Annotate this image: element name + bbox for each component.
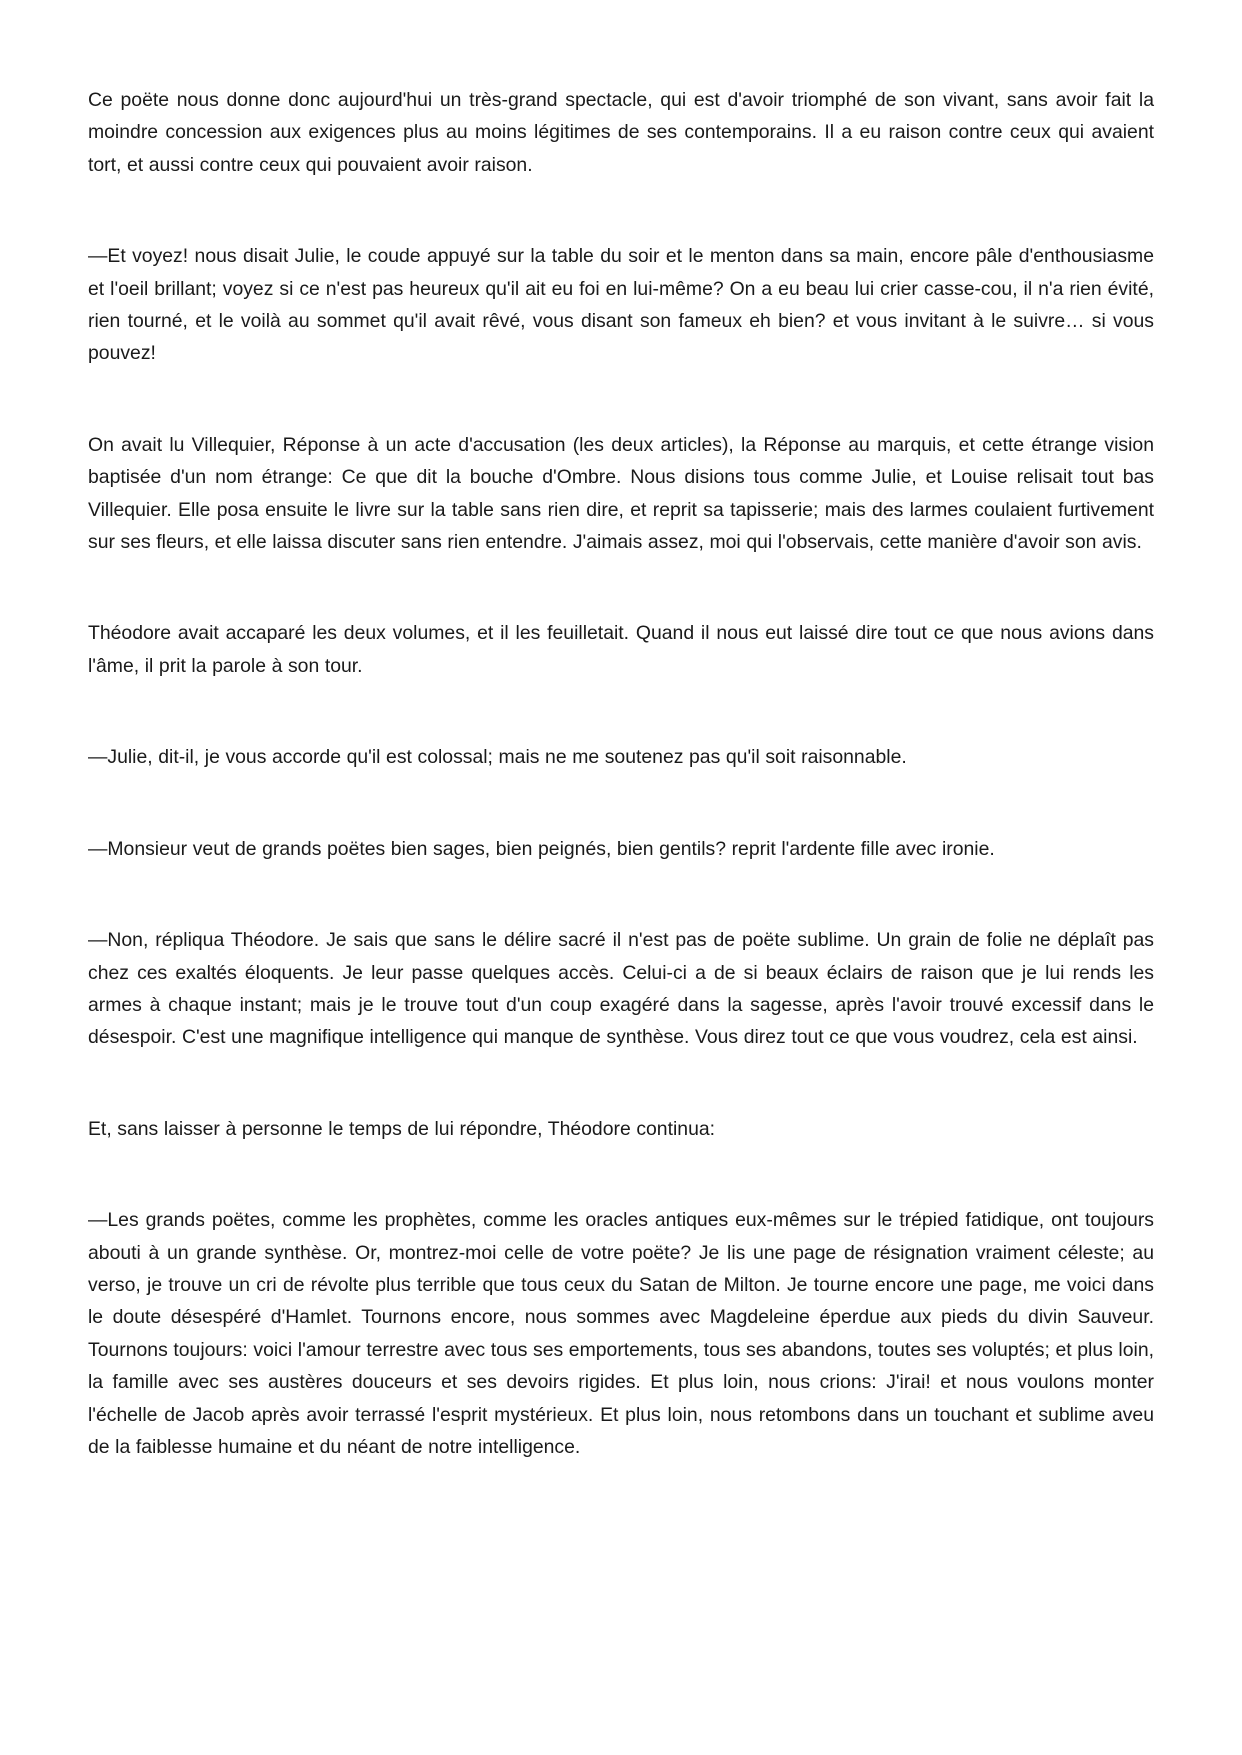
paragraph: On avait lu Villequier, Réponse à un acte d'accusation (les deux articles), la Réponse au marquis, et cette étrange vision baptisée d'un nom étrange: Ce que dit la bouche d'Ombre. Nous disions tous comme Julie, et Louise relisait tout bas Villequier. Elle posa ensuite le livre sur la table sans rien dire, et reprit sa tapisserie; mais des larmes coulaient furtivement sur ses fleurs, et elle laissa discuter sans rien entendre. J'aimais assez, moi qui l'observais, cette manière d'avoir son avis. <box>88 433 1154 554</box>
paragraph: Ce poëte nous donne donc aujourd'hui un très-grand spectacle, qui est d'avoir triomphé de son vivant, sans avoir fait la moindre concession aux exigences plus au moins légitimes de ses contemporains. Il a eu raison contre ceux qui avaient tort, et aussi contre ceux qui pouvaient avoir raison. <box>88 89 1154 176</box>
paragraph: Théodore avait accaparé les deux volumes, et il les feuilletait. Quand il nous eut laissé dire tout ce que nous avions dans l'âme, il prit la parole à son tour. <box>88 622 1154 677</box>
paragraph: Et, sans laisser à personne le temps de lui répondre, Théodore continua: <box>88 1117 716 1140</box>
paragraph: —Les grands poëtes, comme les prophètes, comme les oracles antiques eux-mêmes sur le trépied fatidique, ont toujours abouti à un grande synthèse. Or, montrez-moi celle de votre poëte? Je lis une page de résignation vraiment céleste; au verso, je trouve un cri de révolte plus terrible que tous ceux du Satan de Milton. Je tourne encore une page, me voici dans le doute désespéré d'Hamlet. Tournons encore, nous sommes avec Magdeleine éperdue aux pieds du divin Sauveur. Tournons toujours: voici l'amour terrestre avec tous ses emportements, tous ses abandons, toutes ses voluptés; et plus loin, la famille avec ses austères douceurs et ses devoirs rigides. Et plus loin, nous crions: J'irai! et nous voulons monter l'échelle de Jacob après avoir terrassé l'esprit mystérieux. Et plus loin, nous retombons dans un touchant et sublime aveu de la faiblesse humaine et du néant de notre intelligence. <box>88 1209 1154 1458</box>
paragraph: —Julie, dit-il, je vous accorde qu'il est colossal; mais ne me soutenez pas qu'il soit raisonnable. <box>88 746 907 769</box>
paragraph: —Monsieur veut de grands poëtes bien sages, bien peignés, bien gentils? reprit l'ardente fille avec ironie. <box>88 837 995 860</box>
paragraph: —Et voyez! nous disait Julie, le coude appuyé sur la table du soir et le menton dans sa main, encore pâle d'enthousiasme et l'oeil brillant; voyez si ce n'est pas heureux qu'il ait eu foi en lui-même? On a eu beau lui crier casse-cou, il n'a rien évité, rien tourné, et le voilà au sommet qu'il avait rêvé, vous disant son fameux eh bien? et vous invitant à le suivre… si vous pouvez! <box>88 245 1154 365</box>
paragraph: —Non, répliqua Théodore. Je sais que sans le délire sacré il n'est pas de poëte sublime. Un grain de folie ne déplaît pas chez ces exaltés éloquents. Je leur passe quelques accès. Celui-ci a de si beaux éclairs de raison que je lui rends les armes à chaque instant; mais je le trouve tout d'un coup exagéré dans la sagesse, après l'avoir trouvé excessif dans le désespoir. C'est une magnifique intelligence qui manque de synthèse. Vous direz tout ce que vous voudrez, cela est ainsi. <box>88 929 1154 1049</box>
